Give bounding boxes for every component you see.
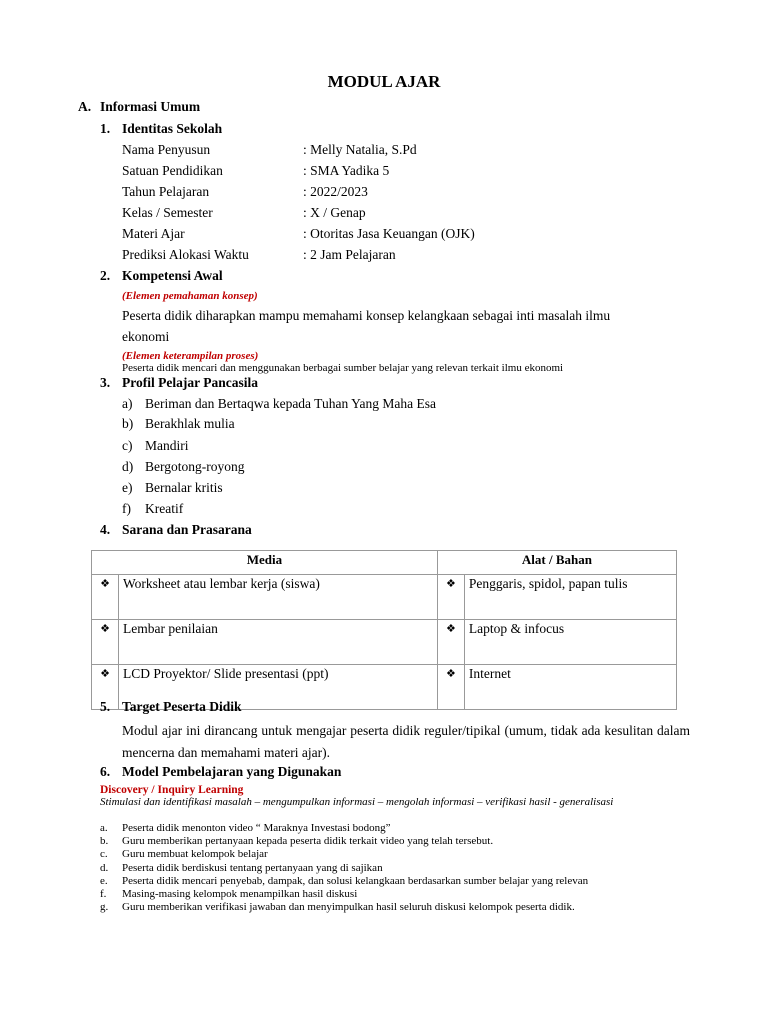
model-subheading: Discovery / Inquiry Learning: [100, 784, 244, 796]
identitas-label: Nama Penyusun: [122, 142, 211, 157]
profil-marker: b): [122, 416, 134, 431]
profil-marker: d): [122, 459, 134, 474]
alat-cell: Laptop & infocus: [464, 620, 676, 665]
elemen-keterampilan-label: (Elemen keterampilan proses): [122, 350, 259, 362]
profil-item: Beriman dan Bertaqwa kepada Tuhan Yang Maha Esa: [145, 396, 436, 411]
media-cell: Lembar penilaian: [119, 620, 438, 665]
col-media-header: Media: [92, 551, 438, 575]
target-text: Modul ajar ini dirancang untuk mengajar peserta didik reguler/tipikal (umum, tidak ada kesulitan dalam mencerna dan memahami materi ajar).: [122, 723, 690, 760]
sarana-heading: Sarana dan Prasarana: [122, 522, 252, 537]
step-marker: g.: [100, 901, 109, 913]
profil-number: 3.: [100, 375, 111, 390]
identitas-number: 1.: [100, 121, 111, 136]
alat-cell: Penggaris, spidol, papan tulis: [464, 575, 676, 620]
step-marker: e.: [100, 875, 108, 887]
model-number: 6.: [100, 764, 111, 779]
stimulasi-text: Stimulasi dan identifikasi masalah – mengumpulkan informasi – mengolah informasi – verifikasi hasil - generalisasi: [100, 796, 614, 808]
section-a-heading: Informasi Umum: [100, 99, 201, 114]
diamond-bullet-icon: ❖: [92, 575, 119, 620]
identitas-value: : SMA Yadika 5: [303, 163, 390, 178]
profil-item: Bergotong-royong: [145, 459, 245, 474]
identitas-label: Satuan Pendidikan: [122, 163, 223, 178]
step-text: Guru membuat kelompok belajar: [122, 848, 268, 860]
elemen-pemahaman-label: (Elemen pemahaman konsep): [122, 290, 258, 302]
step-marker: b.: [100, 835, 109, 847]
step-marker: f.: [100, 888, 107, 900]
step-text: Peserta didik mencari penyebab, dampak, dan solusi kelangkaan berdasarkan sumber belajar yang relevan: [122, 875, 589, 887]
step-text: Peserta didik menonton video “ Maraknya Investasi bodong”: [122, 822, 391, 834]
identitas-value: : X / Genap: [303, 205, 366, 220]
target-heading: Target Peserta Didik: [122, 699, 242, 714]
step-text: Guru memberikan verifikasi jawaban dan menyimpulkan hasil seluruh diskusi kelompok peserta didik.: [122, 901, 575, 913]
identitas-value: : Melly Natalia, S.Pd: [303, 142, 417, 157]
kompetensi-heading: Kompetensi Awal: [122, 268, 223, 283]
step-text: Peserta didik berdiskusi tentang pertanyaan yang di sajikan: [122, 862, 383, 874]
media-cell: LCD Proyektor/ Slide presentasi (ppt): [119, 665, 438, 710]
section-a-marker: A.: [78, 99, 92, 114]
identitas-label: Kelas / Semester: [122, 205, 213, 220]
identitas-value: : 2022/2023: [303, 184, 368, 199]
document-title: MODUL AJAR: [327, 72, 441, 91]
table-row: [92, 575, 677, 620]
table-row: [92, 620, 677, 665]
diamond-bullet-icon: ❖: [437, 665, 464, 710]
target-number: 5.: [100, 699, 111, 714]
kompetensi-text2: Peserta didik mencari dan menggunakan berbagai sumber belajar yang relevan terkait ilmu ekonomi: [122, 362, 564, 374]
profil-item: Bernalar kritis: [145, 480, 223, 495]
profil-item: Berakhlak mulia: [145, 416, 235, 431]
media-cell: Worksheet atau lembar kerja (siswa): [119, 575, 438, 620]
step-text: Guru memberikan pertanyaan kepada peserta didik terkait video yang telah tersebut.: [122, 835, 494, 847]
profil-marker: f): [122, 501, 131, 516]
profil-marker: a): [122, 396, 133, 411]
kompetensi-text-line1: Peserta didik diharapkan mampu memahami konsep kelangkaan sebagai inti masalah ilmu: [122, 308, 611, 323]
step-text: Masing-masing kelompok menampilkan hasil diskusi: [122, 888, 358, 900]
identitas-label: Tahun Pelajaran: [122, 184, 210, 199]
kompetensi-text-line2: ekonomi: [122, 329, 170, 344]
profil-marker: e): [122, 480, 133, 495]
identitas-label: Materi Ajar: [122, 226, 185, 241]
model-heading: Model Pembelajaran yang Digunakan: [122, 764, 342, 779]
sarana-number: 4.: [100, 522, 111, 537]
identitas-value: : 2 Jam Pelajaran: [303, 247, 396, 262]
col-alat-header: Alat / Bahan: [437, 551, 676, 575]
diamond-bullet-icon: ❖: [92, 665, 119, 710]
profil-marker: c): [122, 438, 133, 453]
identitas-value: : Otoritas Jasa Keuangan (OJK): [303, 226, 475, 241]
sarana-table: [91, 550, 677, 710]
step-marker: d.: [100, 862, 109, 874]
diamond-bullet-icon: ❖: [92, 620, 119, 665]
kompetensi-number: 2.: [100, 268, 111, 283]
profil-item: Kreatif: [145, 501, 184, 516]
alat-cell: Internet: [464, 665, 676, 710]
identitas-label: Prediksi Alokasi Waktu: [122, 247, 249, 262]
diamond-bullet-icon: ❖: [437, 575, 464, 620]
step-marker: c.: [100, 848, 108, 860]
identitas-heading: Identitas Sekolah: [122, 121, 223, 136]
step-marker: a.: [100, 822, 108, 834]
table-header-row: [92, 551, 677, 575]
profil-heading: Profil Pelajar Pancasila: [122, 375, 258, 390]
profil-item: Mandiri: [145, 438, 189, 453]
diamond-bullet-icon: ❖: [437, 620, 464, 665]
